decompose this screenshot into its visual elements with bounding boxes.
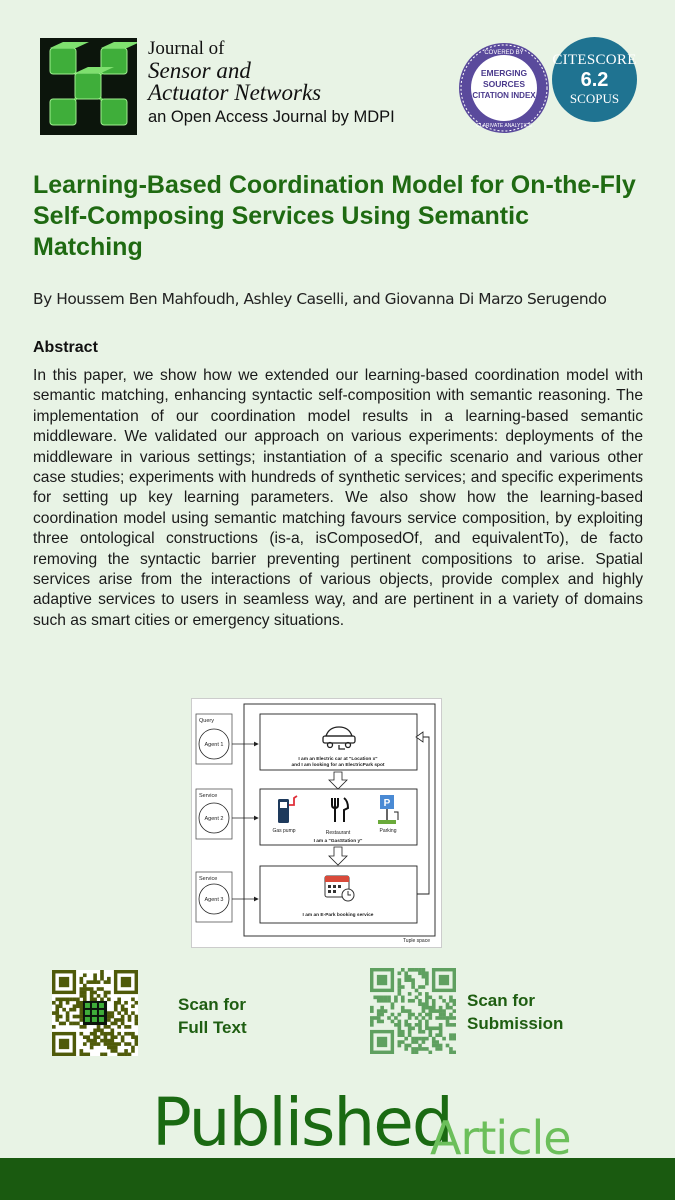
scan-submission-line1: Scan for	[467, 991, 536, 1010]
esci-badge	[458, 42, 550, 134]
scan-full-text-label	[178, 993, 247, 1039]
published-text: Published	[152, 1084, 452, 1161]
journal-name	[148, 38, 395, 128]
esci-top: COVERED BY	[484, 50, 524, 56]
journal-line2: Sensor and	[148, 58, 251, 83]
esci-line2: SOURCES	[482, 79, 526, 89]
agent3-label: Agent 3	[204, 897, 224, 903]
agent1-label: Agent 1	[204, 742, 224, 748]
box1-line2: and I am looking for an ElectricPark spot	[291, 763, 385, 768]
citescore-value: 6.2	[580, 69, 609, 91]
parking-label: Parking	[379, 828, 397, 834]
box3-caption: I am an E-Park booking service	[302, 913, 374, 918]
citescore-source: SCOPUS	[569, 91, 620, 106]
citescore-badge	[552, 37, 637, 122]
scan-full-text-line2: Full Text	[178, 1018, 247, 1037]
journal-logo	[40, 38, 137, 135]
service1-label: Service	[199, 793, 218, 799]
query-label: Query	[199, 718, 214, 724]
qr-full-text-icon	[52, 970, 138, 1056]
service2-label: Service	[199, 876, 218, 882]
restaurant-label: Restaurant	[325, 830, 351, 836]
gas-pump-label: Gas pump	[272, 828, 296, 834]
tuple-space-label: Tuple space	[402, 938, 430, 944]
journal-line1: Journal of	[148, 38, 225, 59]
qr-submission-icon	[370, 968, 456, 1054]
abstract-text: In this paper, we show how we extended our learning-based coordination model with semantic matching, enhancing syntactic self-composition with semantic reasoning. The implementation of our coordination model results in a learning-based semantic middleware. We validated our approach on various experiments: deployments of the middleware in various settings; instantiation of a specific scenario and various other case studies; experiments with hundreds of synthetic services; and specific experiments for setting up key learning parameters. We also show how the learning-based coordination model using semantic matching favours service composition, by exploiting three ontological constructions (is-a, isComposedOf, and equivalentTo), de facto removing the syntactic barrier preventing pertinent compositions to arise. Spatial services arise from the interactions of various objects, provide complex and highly adaptive services to users in seamless way, and are pertinent in a variety of domains such as smart cities or emergency situations.	[33, 367, 643, 629]
esci-bottom: CLARIVATE ANALYTICS	[476, 123, 532, 129]
qr-code-submission[interactable]	[370, 968, 456, 1054]
esci-seal-icon	[458, 42, 550, 134]
scan-submission-label	[467, 989, 563, 1035]
scan-full-text-line1: Scan for	[178, 995, 247, 1014]
citescore-label: CITESCORE	[552, 52, 637, 68]
esci-line1: EMERGING	[480, 68, 528, 78]
cubes-network-icon	[40, 38, 137, 135]
figure-diagram	[192, 699, 441, 947]
svg-text:P: P	[383, 798, 391, 809]
agent2-label: Agent 2	[204, 816, 224, 822]
esci-line3: CITATION INDEX	[472, 91, 536, 100]
journal-line3: Actuator Networks	[148, 80, 322, 105]
scan-submission-line2: Submission	[467, 1014, 564, 1033]
article-title: Learning-Based Coordination Model for On-the-Fly Self-Composing Services Using Semantic Matching	[33, 171, 636, 261]
journal-publisher: an Open Access Journal by MDPI	[148, 108, 395, 126]
box1-line1: I am an Electric car at "Location x"	[298, 757, 378, 762]
architecture-figure	[191, 698, 442, 948]
box2-caption: I am a "GasStation y"	[313, 839, 363, 844]
qr-code-full-text[interactable]	[52, 970, 138, 1056]
article-authors: By Houssem Ben Mahfoudh, Ashley Caselli, and Giovanna Di Marzo Serugendo	[33, 290, 607, 308]
abstract-heading: Abstract	[33, 339, 98, 356]
article-text: Article	[430, 1111, 571, 1165]
